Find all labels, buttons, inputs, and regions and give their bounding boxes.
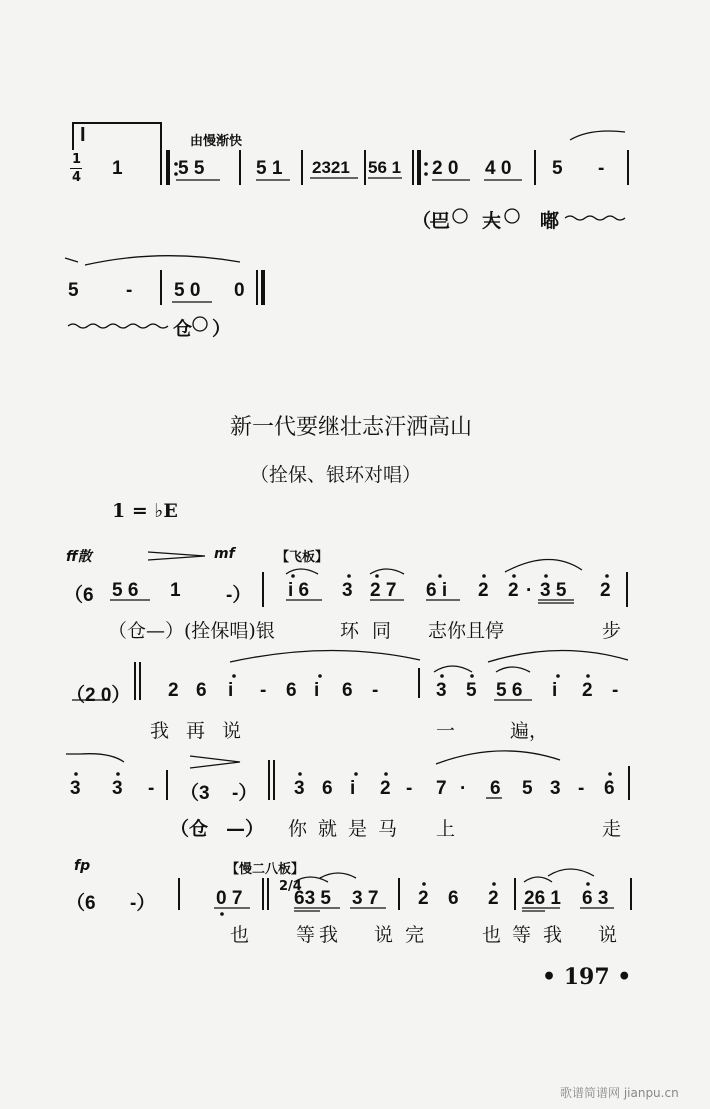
slur-mark (320, 873, 356, 878)
circle-mark (505, 209, 519, 223)
key-signature: 1 = ♭E (112, 500, 178, 522)
note: - (148, 778, 155, 799)
note: （3 (180, 783, 210, 804)
tremolo-line (565, 216, 625, 220)
board-label: 【慢二八板】 (226, 862, 305, 877)
lyric: 等我 (296, 924, 343, 946)
note: i (350, 778, 356, 799)
watermark: 歌谱简谱网 jianpu.cn (560, 1086, 679, 1100)
note: -） (232, 783, 258, 804)
note: - (598, 158, 605, 179)
note: 5 (522, 778, 533, 799)
perc-text: （巴 (412, 210, 451, 232)
lyric: （仓—）(拴保唱)银 (108, 620, 275, 642)
slur-mark (548, 869, 594, 876)
note: i (552, 680, 558, 701)
lyric: 就 (318, 818, 338, 840)
time-sig-bottom: 4 (72, 170, 82, 185)
note: 1 (170, 580, 181, 601)
note: 6 (604, 778, 615, 799)
note: 6 (322, 778, 333, 799)
note: 5 5 (178, 158, 205, 179)
note: 3 (294, 778, 305, 799)
note: - (126, 280, 133, 301)
page-number: • 197 • (542, 964, 632, 990)
slur-mark (524, 877, 552, 882)
note: 3 (112, 778, 123, 799)
note: 6 i (426, 580, 448, 601)
note: i (228, 680, 234, 701)
slur-mark (85, 256, 240, 265)
note: 2 (508, 580, 519, 601)
note: 2 (488, 888, 499, 909)
lyric: 志你且停 (428, 620, 505, 642)
slur-mark (286, 569, 318, 574)
note: 6 (342, 680, 353, 701)
lyric: 再 (186, 720, 206, 742)
time-signature: 2/4 (279, 879, 302, 894)
note: 7 (436, 778, 447, 799)
time-sig-top: 1 (72, 152, 82, 167)
slur-mark (230, 650, 420, 662)
perc-text: 仓 (173, 318, 193, 340)
lyric: —） (226, 818, 265, 840)
note: 56 1 (368, 158, 402, 177)
lyric: 马 (378, 818, 398, 840)
note: 2 0 (432, 158, 459, 179)
lyric: 说完 (374, 924, 437, 946)
note: - (612, 680, 619, 701)
note: 6 (196, 680, 207, 701)
note: 1 (112, 158, 123, 179)
note: 5 (68, 280, 79, 301)
lyric: 你 (288, 818, 308, 840)
slur-mark (496, 667, 530, 672)
note: · (460, 778, 467, 799)
slur-mark (436, 751, 560, 764)
circle-mark (193, 317, 207, 331)
lyric: 也 (230, 924, 250, 946)
perc-text: ） (212, 318, 232, 340)
lyric: 上 (436, 818, 456, 840)
note: 6 (286, 680, 297, 701)
crescendo-mark (190, 756, 240, 768)
note: 6 (490, 778, 501, 799)
note: （6 (64, 585, 94, 606)
decrescendo-mark (148, 552, 205, 560)
note: i (314, 680, 320, 701)
note: - (260, 680, 267, 701)
note: 5 6 (112, 580, 139, 601)
marker-label: I (80, 124, 86, 146)
lyric: （仓 (170, 818, 209, 840)
lyric: 也 (482, 924, 502, 946)
lyric: 是 (348, 818, 368, 840)
lyric: 环 (340, 620, 360, 642)
note: 2 (582, 680, 593, 701)
note: · (526, 580, 533, 601)
slur-mark (65, 258, 78, 262)
slur-mark (570, 131, 625, 140)
note: 4 0 (485, 158, 512, 179)
tremolo-line (68, 324, 168, 328)
note: 2 (380, 778, 391, 799)
slur-mark (294, 877, 328, 882)
note: -） (226, 585, 252, 606)
note: 3 (70, 778, 81, 799)
board-label: 【飞板】 (276, 550, 329, 565)
song-subtitle: （拴保、银环对唱） (250, 464, 422, 486)
circle-mark (453, 209, 467, 223)
perc-text: 大 (482, 210, 502, 232)
note: （2 0） (66, 685, 131, 706)
note: 5 0 (174, 280, 201, 301)
lyric: 遍， (510, 720, 549, 742)
note: 2321 (312, 158, 350, 177)
note: 3 7 (352, 888, 379, 909)
note: 63 5 (294, 888, 331, 909)
note: 2 (418, 888, 429, 909)
note: （6 (66, 893, 96, 914)
lyric: 我 (150, 720, 170, 742)
note: - (406, 778, 413, 799)
note: 6 (448, 888, 459, 909)
note: 26 1 (524, 888, 561, 909)
note: 5 6 (496, 680, 523, 701)
dynamic-marking: fp (74, 858, 91, 874)
slur-mark (66, 754, 124, 762)
note: 0 7 (216, 888, 243, 909)
note: - (372, 680, 379, 701)
lyric: 说 (598, 924, 618, 946)
note: 5 (466, 680, 477, 701)
lyric: 一 (436, 720, 456, 742)
note: 3 (436, 680, 447, 701)
note: -） (130, 893, 156, 914)
lyric: 走 (602, 818, 622, 840)
slur-mark (370, 569, 404, 574)
note: 3 (342, 580, 353, 601)
note: - (578, 778, 585, 799)
lyric: 步 (602, 620, 622, 642)
note: 5 1 (256, 158, 283, 179)
slur-mark (488, 650, 628, 662)
slur-mark (505, 559, 582, 572)
song-title: 新一代要继壮志汗洒高山 (230, 415, 473, 440)
lyric: 等我 (512, 924, 575, 946)
note: 0 (234, 280, 245, 301)
note: 2 (168, 680, 179, 701)
note: 3 (550, 778, 561, 799)
lyric: 说 (222, 720, 242, 742)
note: 3 5 (540, 580, 567, 601)
note: 2 (600, 580, 611, 601)
note: 5 (552, 158, 563, 179)
dynamic-marking: ff散 (66, 549, 92, 565)
note: 6 3 (582, 888, 609, 909)
slur-mark (434, 666, 472, 672)
note: 2 (478, 580, 489, 601)
dynamic-marking: mf (214, 546, 235, 562)
lyric: 同 (372, 620, 392, 642)
note: i 6 (288, 580, 310, 601)
tempo-text: 由慢渐快 (190, 134, 243, 149)
perc-text: 嘟 (540, 210, 560, 232)
note: 2 7 (370, 580, 397, 601)
